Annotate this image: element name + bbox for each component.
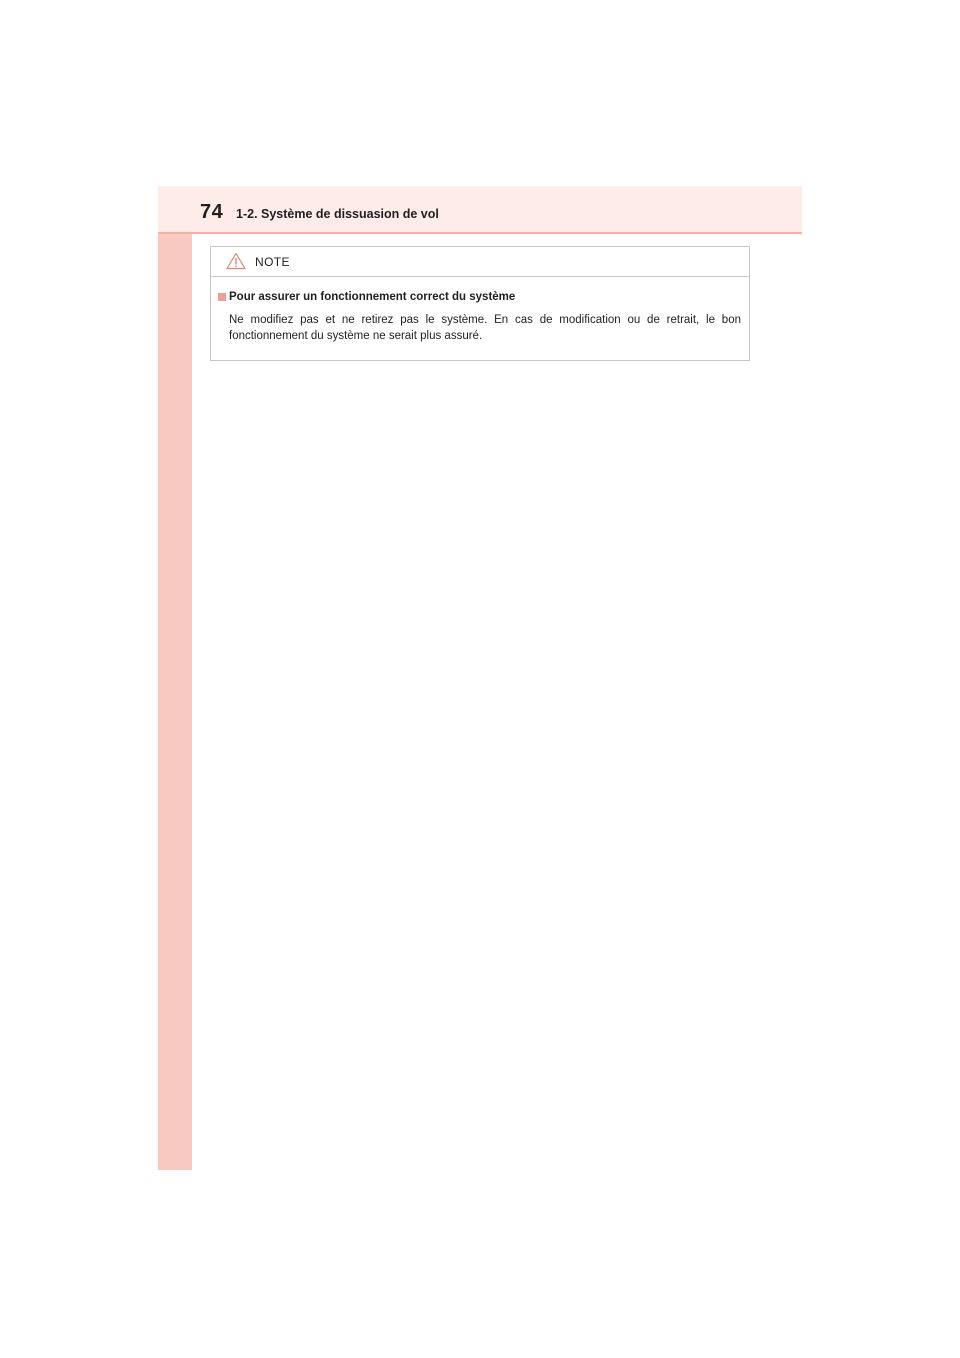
notice-header (211, 247, 749, 277)
header-rule (158, 232, 802, 234)
notice-item-heading: Pour assurer un fonctionnement correct du système (229, 291, 516, 303)
page-header (158, 186, 802, 234)
side-tab (158, 186, 192, 1170)
warning-exclamation-dot (235, 265, 237, 267)
notice-box (210, 246, 750, 361)
page-number: 74 (200, 201, 224, 223)
notice-item-body: Ne modifiez pas et ne retirez pas le système. En cas de modification ou de retrait, le bon fonctionnement du système ne serait plus assuré. (229, 314, 741, 342)
item-marker (218, 293, 226, 301)
warning-triangle-icon (226, 252, 246, 270)
notice-label: NOTE (255, 255, 290, 269)
section-title: 1-2. Système de dissuasion de vol (236, 207, 439, 221)
